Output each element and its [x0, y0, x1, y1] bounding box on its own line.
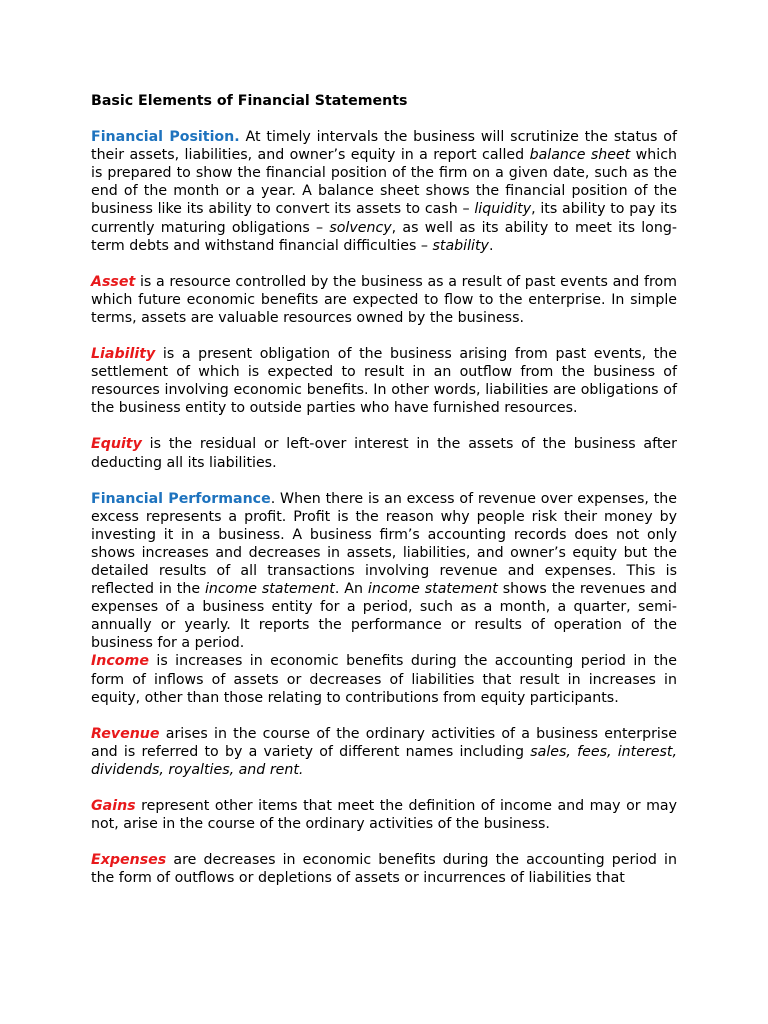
text-span: which is prepared to show the financial position of the firm on a given date, such as the end of the month or a year. A balance sheet shows the financial position of the business like its ability to convert its assets to cash – — [91, 147, 677, 218]
term-gains: Gains — [91, 798, 136, 814]
paragraph-income — [91, 652, 677, 706]
text-span: . — [488, 237, 494, 254]
paragraph-asset — [91, 273, 677, 327]
paragraph-financial-performance — [91, 490, 677, 653]
emphasis-stability: stability — [432, 237, 489, 254]
emphasis-revenue-names: sales, fees, interest, dividends, royalties, and rent. — [91, 743, 677, 778]
definition-equity: is the residual or left-over interest in the assets of the business after deducting all its liabilities. — [91, 436, 677, 471]
paragraph-revenue — [91, 725, 677, 779]
emphasis-balance-sheet: balance sheet — [529, 147, 631, 164]
document-title: Basic Elements of Financial Statements — [91, 93, 408, 109]
text-span: . An — [334, 581, 368, 598]
paragraph-gains — [91, 797, 677, 833]
term-equity: Equity — [91, 436, 142, 453]
definition-asset: is a resource controlled by the business as a result of past events and from which future economic benefits are expected to flow to the enterprise. In simple terms, assets are valuable resources owned by the business. — [91, 273, 677, 326]
emphasis-liquidity: liquidity — [474, 201, 532, 218]
definition-expenses: are decreases in economic benefits during the accounting period in the form of outflows or depletions of assets or incurrences of liabilities that — [91, 852, 677, 887]
text-span: , as well as its ability to meet its long-term debts and withstand financial difficulties – — [91, 219, 677, 254]
definition-liability: is a present obligation of the business arising from past events, the settlement of which is expected to result in an outflow from the business of resources involving economic benefits. In other words, liabilities are obligations of the business entity to outside parties who have furnished resources. — [91, 346, 677, 417]
term-expenses: Expenses — [91, 852, 167, 869]
emphasis-solvency: solvency — [329, 219, 392, 236]
paragraph-liability — [91, 345, 677, 417]
text-span: . When there is an excess of revenue over expenses, the excess represents a profit. Profit is the reason why people risk their money by investing it in a business. A business firm’s accounting records does not only shows increases and decreases in assets, liabilities, and owner’s equity but the detailed results of all transactions involving revenue and expenses. This is reflected in the — [91, 490, 677, 598]
term-income: Income — [91, 653, 149, 670]
definition-gains: represent other items that meet the definition of income and may or may not, arise in the course of the ordinary activities of the business. — [91, 798, 677, 833]
definition-income: is increases in economic benefits during the accounting period in the form of inflows of assets or decreases of liabilities that result in increases in equity, other than those relating to contributions from equity participants. — [91, 653, 677, 706]
term-financial-position: Financial Position. — [91, 129, 240, 146]
text-span: At timely intervals the business will scrutinize the status of their assets, liabilities, and owner’s equity in a report called — [91, 129, 677, 164]
paragraph-financial-position — [91, 128, 677, 255]
document-page — [91, 92, 677, 905]
emphasis-income-statement: income statement — [204, 581, 335, 598]
text-span: , its ability to pay its currently maturing obligations – — [91, 201, 677, 236]
paragraph-equity — [91, 435, 677, 471]
definition-revenue: arises in the course of the ordinary activities of a business enterprise and is referred to by a variety of different names including — [91, 725, 677, 760]
term-revenue: Revenue — [91, 725, 160, 742]
term-liability: Liability — [91, 346, 156, 363]
emphasis-income-statement: income statement — [367, 581, 498, 598]
term-asset: Asset — [91, 273, 136, 290]
text-span: shows the revenues and expenses of a business entity for a period, such as a month, a quarter, semi-annually or yearly. It reports the performance or results of operation of the business for a period. — [91, 581, 677, 652]
term-financial-performance: Financial Performance — [91, 490, 271, 507]
paragraph-expenses — [91, 851, 677, 887]
